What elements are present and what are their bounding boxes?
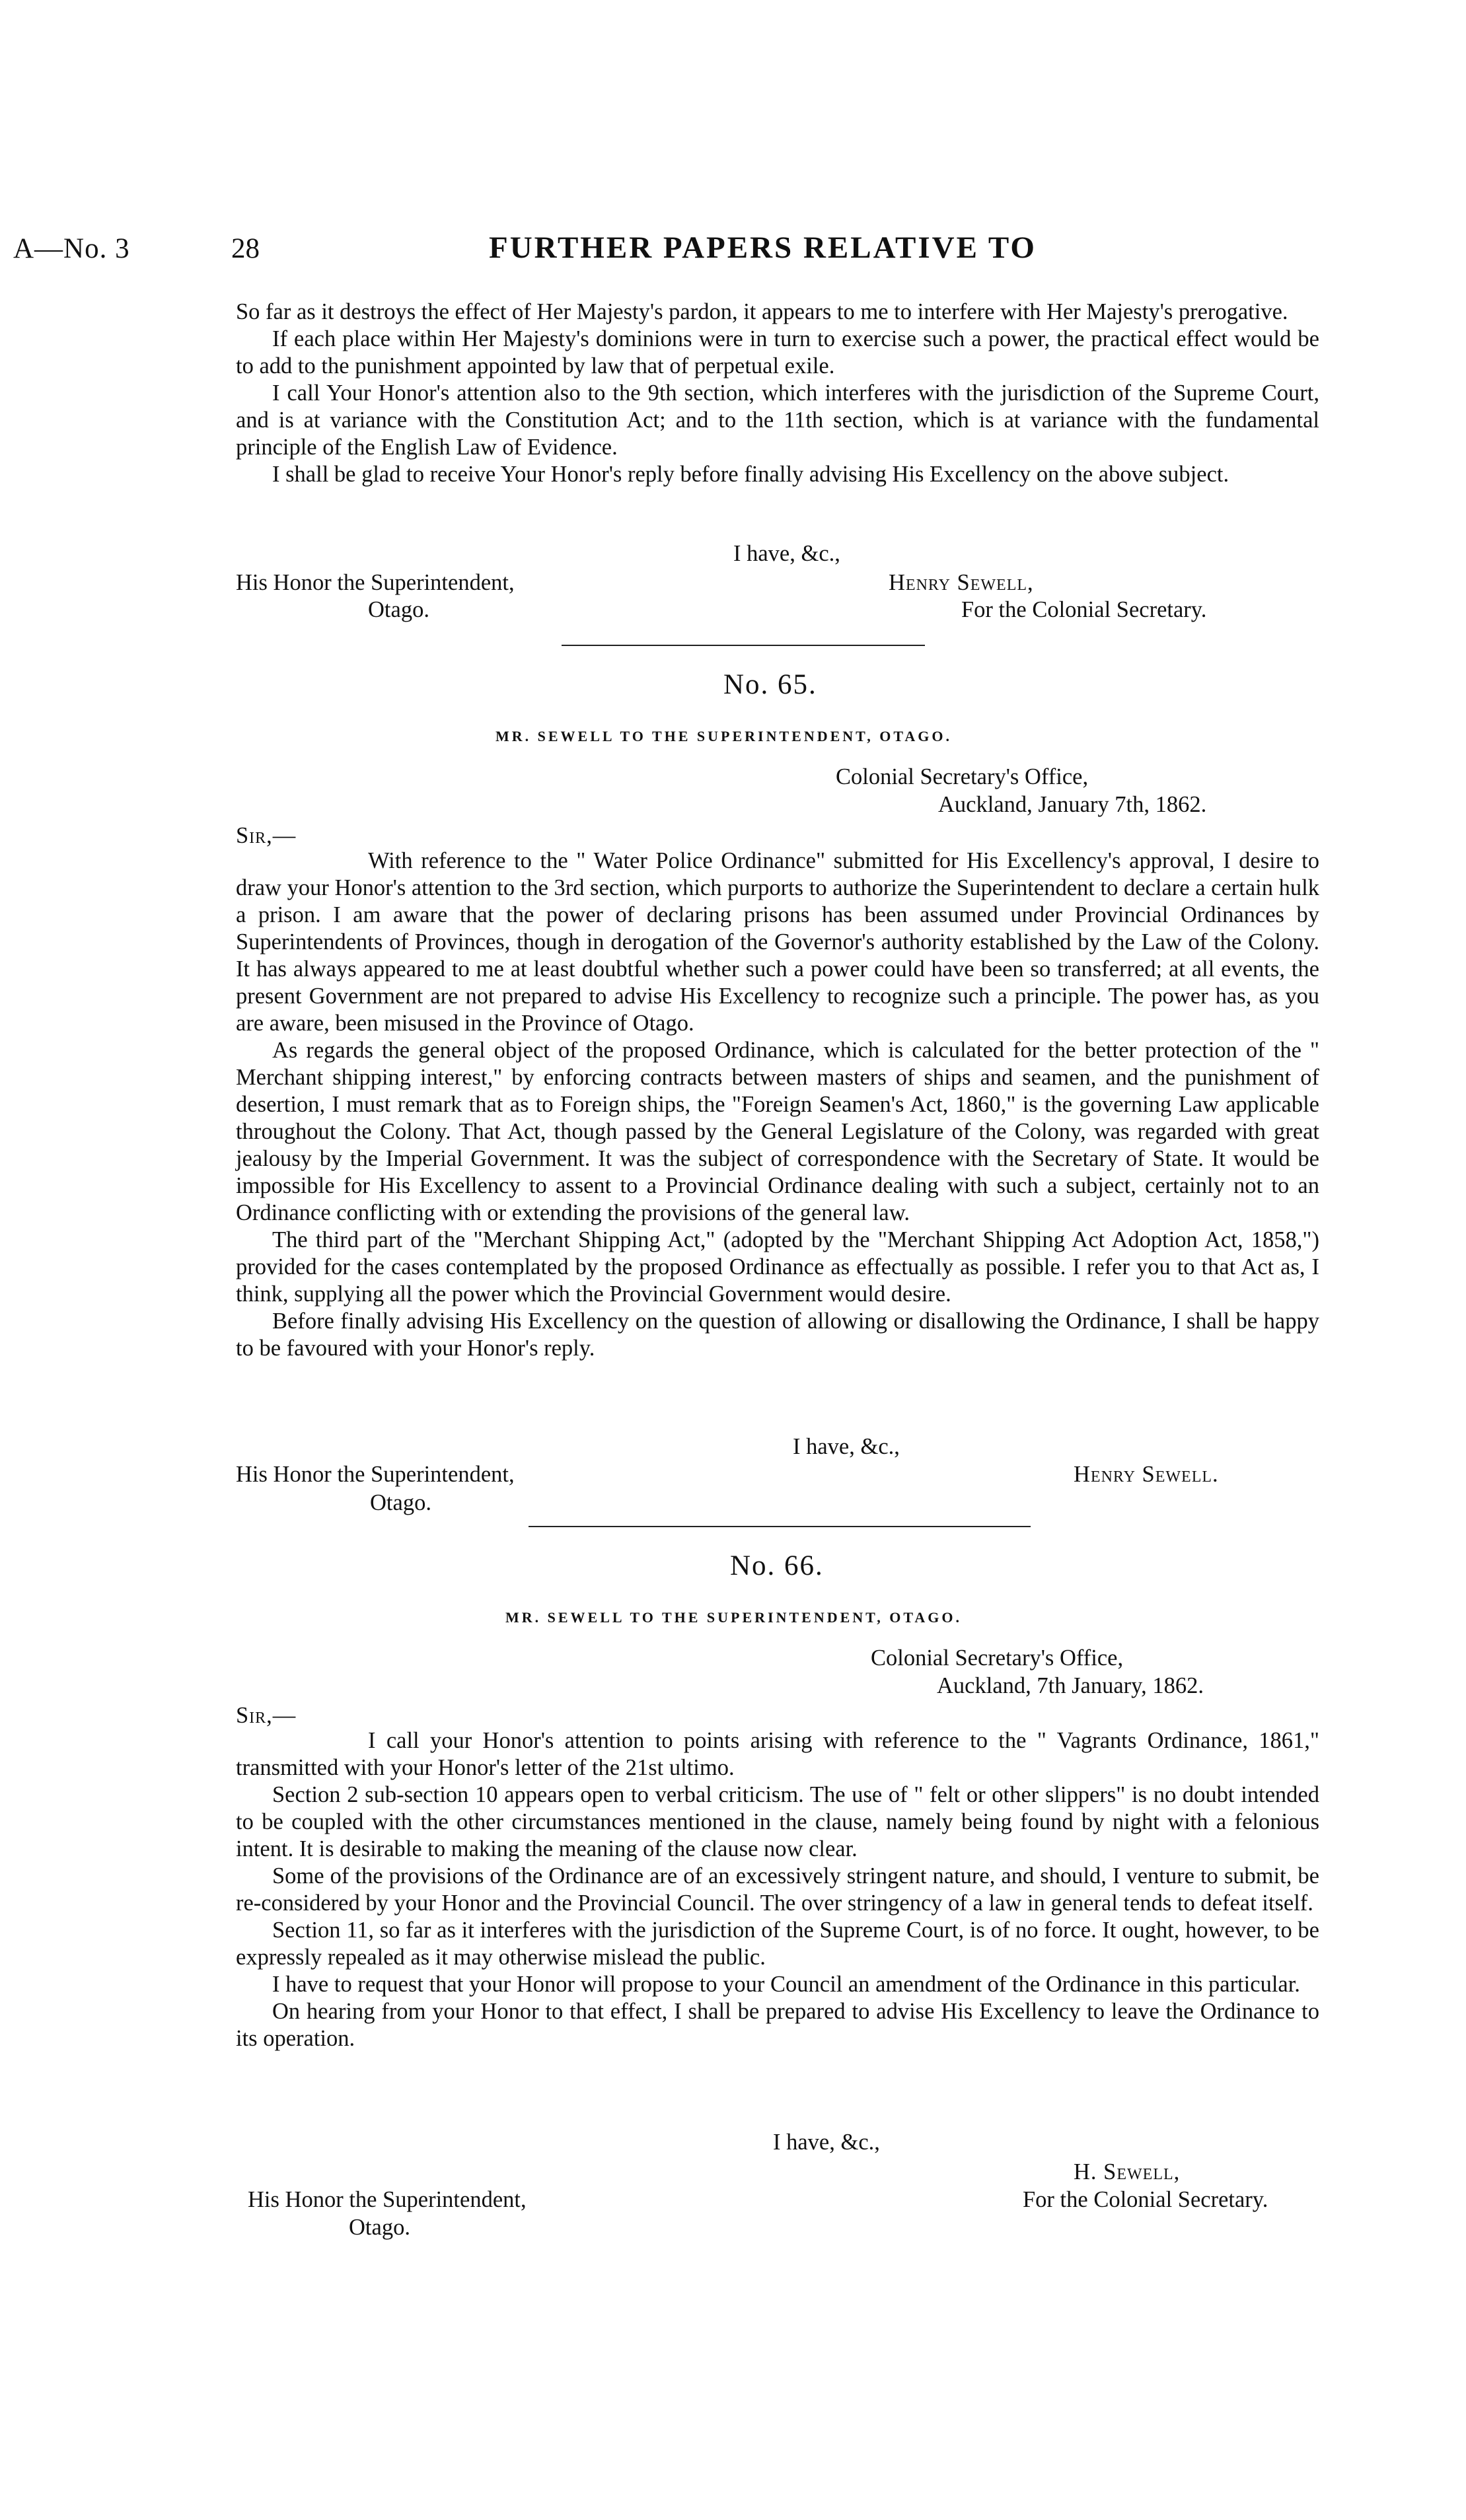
paragraph: Before finally advising His Excellency on the question of allowing or disallowing the Ordinance, I shall be happy to be favoured with your Honor's reply. bbox=[236, 1309, 1319, 1361]
letter-date: Auckland, 7th January, 1862. bbox=[937, 1673, 1204, 1698]
signature: Henry Sewell, bbox=[889, 570, 1034, 595]
paragraph: With reference to the " Water Police Ordinance" submitted for His Excellency's approval, I desire to draw your Honor's attention to the 3rd section, which purports to authorize the Superintendent to declare a certain hulk a prison. I am aware that the power of declaring prisons has been assumed under Provincial Ordinances by Superintendents of Provinces, though in derogation of the Governor's authority established by the Law of the Colony. It has always appeared to me at least doubtful whether such a power could have been so transferred; at all events, the present Government are not prepared to advise His Excellency to recognize such a principle. The power has, as you are aware, been misused in the Province of Otago. bbox=[236, 848, 1319, 1036]
letter-date: Auckland, January 7th, 1862. bbox=[938, 792, 1207, 817]
signature: Henry Sewell. bbox=[1074, 1462, 1219, 1487]
paragraph: If each place within Her Majesty's dominions were in turn to exercise such a power, the practical effect would be to add to the punishment appointed by law that of perpetual exile. bbox=[236, 326, 1319, 378]
paragraph: Section 2 sub-section 10 appears open to verbal criticism. The use of " felt or other slippers" is no doubt intended to be coupled with the other circumstances mentioned in the clause, namely being found by night with a felonious intent. It is desirable to making the meaning of the clause now clear. bbox=[236, 1782, 1319, 1861]
paragraph: As regards the general object of the proposed Ordinance, which is calculated for the better protection of the " Merchant shipping interest," by enforcing contracts between masters of ships and seamen, and the punishment of desertion, I must remark that as to Foreign ships, the "Foreign Seamen's Act, 1860," is the governing Law applicable throughout the Colony. That Act, though passed by the General Legislature of the Colony, was regarded with great jealousy by the Imperial Government. It was the subject of correspondence with the Secretary of State. It would be impossible for His Excellency to assent to a Provincial Ordinance dealing with such a subject, certainly not to an Ordinance conflicting with or extending the provisions of the general law. bbox=[236, 1038, 1319, 1225]
addressee: His Honor the Superintendent, bbox=[236, 570, 515, 595]
addressee-place: Otago. bbox=[370, 1490, 431, 1515]
salutation: Sir,— bbox=[236, 823, 297, 848]
paragraph: The third part of the "Merchant Shipping Act," (adopted by the "Merchant Shipping Act Adoption Act, 1858,") provided for the cases contemplated by the proposed Ordinance as effectually as possible. I refer you to that Act as, I think, supplying all the power which the Provincial Government would desire. bbox=[236, 1227, 1319, 1307]
paragraph: So far as it destroys the effect of Her Majesty's pardon, it appears to me to interfere with Her Majesty's prerogative. bbox=[236, 299, 1288, 324]
paragraph: Some of the provisions of the Ordinance are of an excessively stringent nature, and should, I venture to submit, be re-considered by your Honor and the Provincial Council. The over stringency of a law in general tends to defeat itself. bbox=[236, 1863, 1319, 1916]
signature: H. Sewell, bbox=[1074, 2159, 1181, 2184]
page-number: 28 bbox=[231, 233, 260, 264]
salutation: Sir,— bbox=[236, 1703, 297, 1728]
letter-heading: MR. SEWELL TO THE SUPERINTENDENT, OTAGO. bbox=[495, 728, 952, 744]
previous-letter-body bbox=[236, 299, 1319, 488]
page-title: FURTHER PAPERS RELATIVE TO bbox=[489, 231, 1037, 265]
addressee: His Honor the Superintendent, bbox=[248, 2187, 527, 2212]
document-reference: A—No. 3 bbox=[13, 233, 130, 264]
addressee-place: Otago. bbox=[349, 2215, 410, 2240]
paragraph: Section 11, so far as it interferes with the jurisdiction of the Supreme Court, is of no force. It ought, however, to be expressly repealed as it may otherwise mislead the public. bbox=[236, 1918, 1319, 1970]
paragraph: I call your Honor's attention to points arising with reference to the " Vagrants Ordinance, 1861," transmitted with your Honor's letter of the 21st ultimo. bbox=[236, 1728, 1319, 1780]
letter-heading: MR. SEWELL TO THE SUPERINTENDENT, OTAGO. bbox=[505, 1609, 962, 1626]
addressee: His Honor the Superintendent, bbox=[236, 1462, 515, 1487]
paragraph: I call Your Honor's attention also to the 9th section, which interferes with the jurisdiction of the Supreme Court, and is at variance with the Constitution Act; and to the 11th section, which is at variance with the fundamental principle of the English Law of Evidence. bbox=[236, 380, 1319, 460]
letter-number: No. 66. bbox=[730, 1550, 824, 1581]
signature-title: For the Colonial Secretary. bbox=[1023, 2187, 1268, 2212]
addressee-place: Otago. bbox=[368, 597, 429, 622]
office-address: Colonial Secretary's Office, bbox=[871, 1645, 1124, 1671]
office-address: Colonial Secretary's Office, bbox=[836, 764, 1089, 789]
signature-title: For the Colonial Secretary. bbox=[961, 597, 1207, 622]
closing: I have, &c., bbox=[733, 541, 840, 566]
letter-number: No. 65. bbox=[723, 669, 817, 700]
section-divider bbox=[529, 1526, 1031, 1527]
paragraph: On hearing from your Honor to that effect, I shall be prepared to advise His Excellency to leave the Ordinance to its operation. bbox=[236, 1999, 1319, 2051]
letter-66-body bbox=[236, 1727, 1319, 2052]
closing: I have, &c., bbox=[793, 1434, 900, 1459]
closing: I have, &c., bbox=[773, 2130, 880, 2155]
letter-65-body bbox=[236, 847, 1319, 1362]
paragraph: I have to request that your Honor will propose to your Council an amendment of the Ordinance in this particular. bbox=[272, 1972, 1300, 1997]
section-divider bbox=[562, 645, 925, 646]
paragraph: I shall be glad to receive Your Honor's reply before finally advising His Excellency on the above subject. bbox=[272, 462, 1229, 487]
